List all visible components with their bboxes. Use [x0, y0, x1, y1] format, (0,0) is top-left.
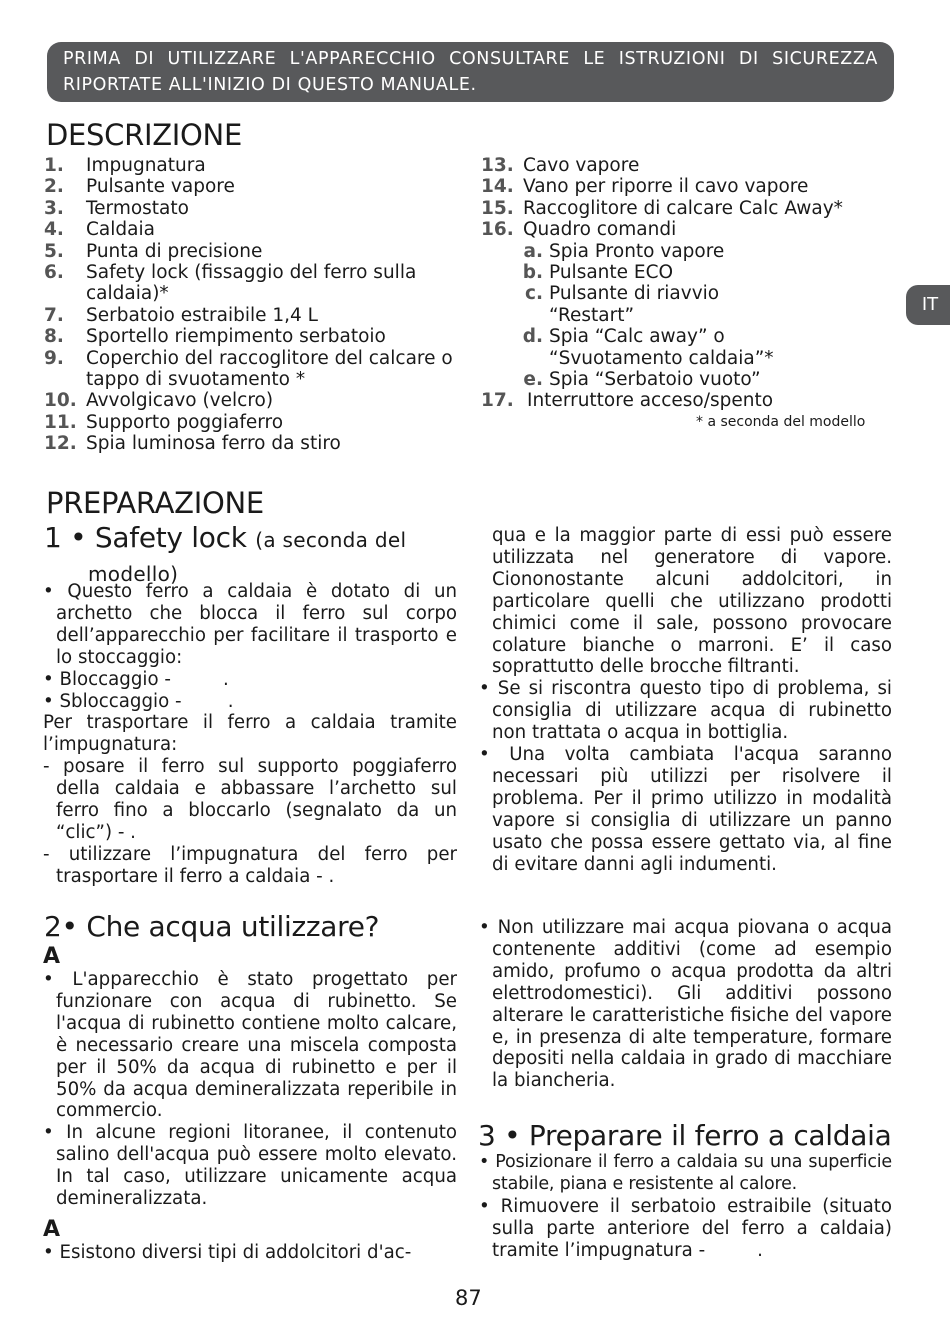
part-item [481, 390, 901, 411]
section-1-title-main: 1 • Safety lock [44, 521, 247, 554]
transport-step-1: - posare il ferro sul supporto poggiaferro della caldaia e abbassare l’archetto sul ferro fino a bloccarlo (segnalato da un “clic”) - . [43, 756, 457, 843]
part-number: 12. [44, 433, 77, 455]
lock-bullet: • Bloccaggio - . [43, 668, 229, 690]
part-number: 1. [44, 155, 64, 176]
part-item [44, 348, 460, 391]
part-number: 17. [481, 390, 514, 412]
part-item [481, 198, 901, 219]
softener-bullet: • Esistono diversi tipi di addolcitori d'ac- [43, 1241, 412, 1263]
control-panel-item [481, 262, 901, 283]
transport-step-2: - utilizzare l’impugnatura del ferro per trasportare il ferro a caldaia - . [43, 843, 457, 887]
part-label: Serbatoio estraibile 1,4 L [86, 304, 318, 326]
footnote: * a seconda del modello [696, 414, 866, 430]
part-label: Cavo vapore [523, 155, 640, 176]
control-panel-label: Spia “Serbatoio vuoto” [549, 369, 761, 391]
transport-intro: Per trasportare il ferro a caldaia tramite l’impugnatura: [43, 712, 457, 756]
part-number: 5. [44, 240, 64, 262]
part-item [481, 176, 901, 197]
section-1-body [43, 581, 457, 888]
part-number: 11. [44, 411, 77, 433]
part-item [44, 262, 460, 305]
part-item [44, 326, 460, 347]
part-label: Safety lock (fissaggio del ferro sulla caldaia)* [86, 262, 417, 305]
descrizione-title: DESCRIZIONE [46, 118, 242, 152]
water-change-bullet: • Una volta cambiata l'acqua saranno necessari più utilizzi per risolvere il problema. Per il primo utilizzo in modalità vapore si consiglia di utilizzare un panno usato che possa essere gettato via, al fine di evitare danni agli indumenti. [479, 744, 892, 875]
water-softener-continued [479, 525, 892, 876]
part-label: Supporto poggiaferro [86, 411, 284, 433]
part-item [481, 219, 901, 240]
part-item [44, 176, 460, 197]
part-label: Interruttore acceso/spento [527, 390, 774, 412]
section-3-body [479, 1152, 898, 1262]
section-2-title: 2• Che acqua utilizzare? [44, 910, 380, 943]
control-panel-letter: d. [522, 326, 543, 348]
language-tab: IT [906, 285, 950, 325]
part-item [44, 155, 460, 176]
part-number: 15. [481, 197, 514, 219]
remove-tank-bullet: • Rimuovere il serbatoio estraibile (situato sulla parte anteriore del ferro a caldaia) tramite l’impugnatura - . [479, 1195, 898, 1261]
part-number: 13. [481, 155, 514, 176]
control-panel-label: Spia “Calc away” o “Svuotamento caldaia”* [549, 326, 774, 369]
control-panel-label: Pulsante ECO [549, 262, 674, 284]
part-number: 6. [44, 262, 64, 284]
part-item [44, 433, 460, 454]
control-panel-letter: e. [523, 369, 543, 391]
part-number: 10. [44, 390, 77, 412]
part-item [44, 412, 460, 433]
safety-banner: PRIMA DI UTILIZZARE L'APPARECCHIO CONSULTARE LE ISTRUZIONI DI SICUREZZA RIPORTATE ALL'INIZIO DI QUESTO MANUALE. [47, 42, 894, 102]
section-3-title: 3 • Preparare il ferro a caldaia [478, 1119, 892, 1152]
position-bullet: • Posizionare il ferro a caldaia su una superficie stabile, piana e resistente al calore. [479, 1152, 892, 1194]
part-number: 3. [44, 197, 64, 219]
control-panel-letter: c. [525, 283, 543, 305]
part-label: Caldaia [86, 219, 155, 241]
control-panel-item [481, 369, 901, 390]
control-panel-letter: b. [522, 262, 543, 284]
part-label: Spia luminosa ferro da stiro [86, 433, 341, 455]
section-1-title [44, 522, 464, 590]
part-label: Pulsante vapore [86, 176, 235, 198]
preparazione-title: PREPARAZIONE [46, 486, 264, 520]
rain-water-bullet: • Non utilizzare mai acqua piovana o acqua contenente additivi (come ad esempio amido, profumo o acqua prodotta da altri elettrodomestici). Gli additivi possono alterare le caratteristiche fisiche del vapore e, in presenza di alte temperature, formare depositi nella caldaia in grado di macchiare la biancheria. [479, 917, 892, 1092]
part-label: Vano per riporre il cavo vapore [523, 176, 809, 198]
control-panel-label: Pulsante di riavvio “Restart” [549, 283, 720, 326]
control-panel-letter: a. [523, 240, 543, 262]
part-label: Impugnatura [86, 155, 206, 176]
part-number: 16. [481, 219, 514, 241]
control-panel-item [481, 241, 901, 262]
part-item [44, 198, 460, 219]
parts-list-left [44, 155, 460, 455]
part-label: Punta di precisione [86, 240, 263, 262]
subheading-a2: A [43, 1216, 61, 1242]
control-panel-item [481, 326, 901, 369]
part-label: Raccoglitore di calcare Calc Away* [523, 197, 843, 219]
part-label: Termostato [86, 197, 189, 219]
part-item [481, 155, 901, 176]
part-number: 4. [44, 219, 64, 241]
unlock-bullet: • Sbloccaggio - . [43, 690, 234, 712]
part-number: 7. [44, 304, 64, 326]
section-1-title-note2: modello) [88, 562, 179, 586]
subheading-a1: A [43, 944, 61, 969]
control-panel-item [481, 283, 901, 326]
coastal-bullet: • In alcune regioni litoranee, il contenuto salino dell'acqua può essere molto elevato. In tal caso, utilizzare unicamente acqua demineralizzata. [43, 1122, 457, 1210]
tap-water-bullet: • L'apparecchio è stato progettato per funzionare con acqua di rubinetto. Se l'acqua di rubinetto contiene molto calcare, è necessario creare una miscela composta per il 50% da acqua di rubinetto e per il 50% da acqua demineralizzata reperibile in commercio. [43, 969, 457, 1122]
control-panel-label: Spia Pronto vapore [549, 240, 725, 262]
part-number: 9. [44, 347, 64, 369]
part-label: Coperchio del raccoglitore del calcare o tappo di svuotamento * [86, 347, 453, 391]
part-label: Avvolgicavo (velcro) [86, 390, 274, 412]
part-number: 14. [481, 176, 514, 198]
safety-lock-bullet: • Questo ferro a caldaia è dotato di un archetto che blocca il ferro sul corpo dell’apparecchio per facilitare il trasporto e lo stoccaggio: [43, 581, 457, 668]
parts-list-right [481, 155, 901, 412]
part-item [44, 219, 460, 240]
part-item [44, 241, 460, 262]
part-label: Quadro comandi [523, 219, 677, 241]
rain-water-block [479, 917, 892, 1092]
part-number: 8. [44, 326, 64, 348]
section-2-body [43, 945, 457, 1264]
section-1-title-note: (a seconda del [255, 528, 407, 552]
part-label: Sportello riempimento serbatoio [86, 326, 386, 348]
part-number: 2. [44, 176, 64, 198]
problem-bullet: • Se si riscontra questo tipo di problema, si consiglia di utilizzare acqua di rubinetto non trattata o acqua in bottiglia. [479, 678, 892, 744]
part-item [44, 390, 460, 411]
part-item [44, 305, 460, 326]
page-number: 87 [455, 1286, 482, 1310]
softener-paragraph: qua e la maggior parte di essi può essere utilizzata nel generatore di vapore. Ciononostante alcuni addolcitori, in particolare quelli che utilizzano prodotti chimici come il sale, possono provocare colature bianche o marroni. E’ il caso soprattutto delle brocche filtranti. [492, 525, 892, 678]
